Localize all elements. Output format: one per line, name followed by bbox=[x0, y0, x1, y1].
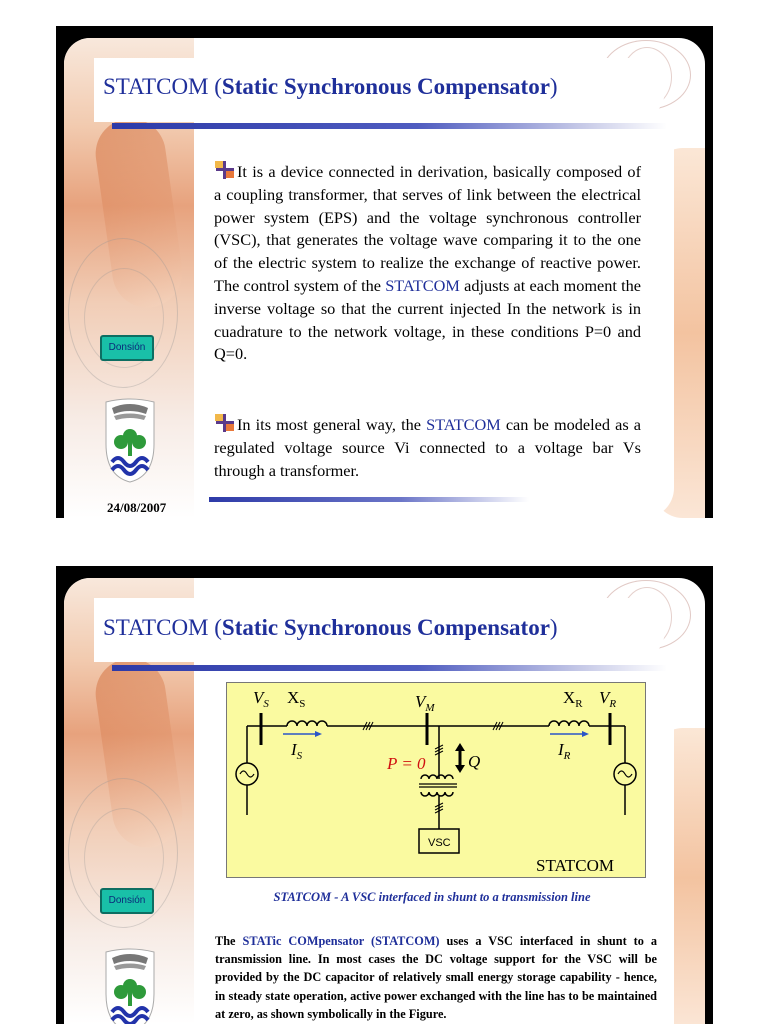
bullet-paragraph-2: In its most general way, the STATCOM can be modeled as a regulated voltage source Vi connected to a voltage bar Vs through a transformer. bbox=[214, 415, 641, 480]
slide-title: STATCOM (Static Synchronous Compensator) bbox=[103, 615, 558, 640]
university-logo-icon bbox=[100, 398, 160, 489]
bullet-icon bbox=[214, 161, 236, 179]
q-label: Q bbox=[468, 752, 481, 771]
statcom-circuit-diagram bbox=[226, 682, 646, 878]
slide-frame bbox=[64, 578, 705, 1024]
bullet-icon bbox=[214, 414, 236, 432]
slide-1 bbox=[56, 26, 713, 518]
statcom-label: STATCOM bbox=[536, 856, 614, 875]
figure-caption: STATCOM - A VSC interfaced in shunt to a transmission line bbox=[273, 890, 591, 904]
university-logo-icon bbox=[100, 948, 160, 1024]
ir-label: $I_R$ bbox=[558, 740, 571, 762]
slide-2 bbox=[56, 566, 713, 1024]
xs-label: $X_S$ bbox=[287, 688, 306, 710]
description-paragraph: The STATic COMpensator (STATCOM) uses a VSC interfaced in shunt to a transmission line. In most cases the DC voltage support for the VSC will be provided by the DC capacitor of relatively small energy storage capability - hence, in steady state operation, active power exchanged with the line has to be maintained at zero, as shown symbolically in the Figure. bbox=[215, 934, 658, 1021]
vm-label: $V_M$ bbox=[415, 692, 435, 714]
vr-label: $V_R$ bbox=[599, 688, 617, 710]
author-badge: Donsión bbox=[100, 335, 154, 361]
bottom-underline bbox=[209, 497, 529, 502]
xr-label: $X_R$ bbox=[563, 688, 583, 710]
slide-frame bbox=[64, 38, 705, 518]
title-underline bbox=[112, 665, 667, 671]
p-zero-label: P = 0 bbox=[387, 754, 426, 773]
slide-date: 24/08/2007 bbox=[107, 500, 167, 515]
is-label: $I_S$ bbox=[291, 740, 303, 762]
bullet-paragraph-1: It is a device connected in derivation, basically composed of a coupling transformer, that serves of link between the electrical power system (EPS) and the voltage synchronous controller (VSC), that generates the voltage wave comparing it to the one of the electric system to realize the exchange of reactive power. The control system of the STATCOM adjusts at each moment the inverse voltage so that the current injected In the network is in cuadrature to the network voltage, in these conditions P=0 and Q=0. bbox=[214, 162, 641, 364]
vsc-label: VSC bbox=[428, 837, 451, 849]
vs-label: $V_S$ bbox=[253, 688, 269, 710]
slide-title: STATCOM (Static Synchronous Compensator) bbox=[103, 74, 558, 99]
author-badge: Donsión bbox=[100, 888, 154, 914]
title-underline bbox=[112, 123, 667, 129]
